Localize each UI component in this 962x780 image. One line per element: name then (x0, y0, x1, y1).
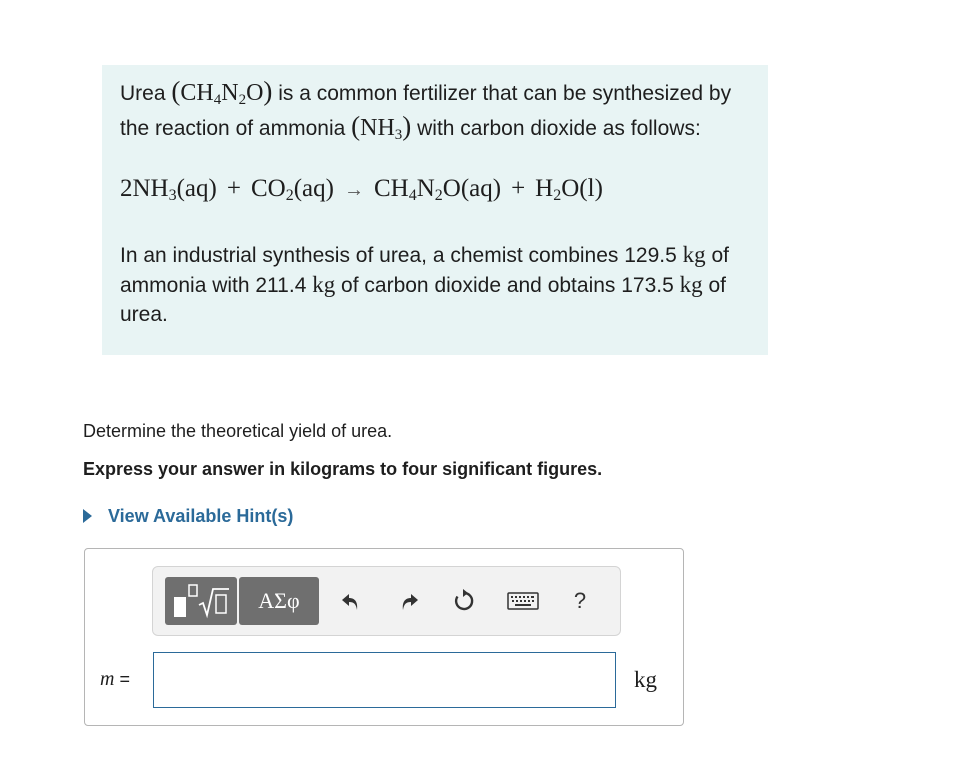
answer-input[interactable] (153, 652, 616, 708)
problem-details: In an industrial synthesis of urea, a chemist combines 129.5 kg of ammonia with 211.4 kg of carbon dioxide and obtains 173.5 kg of urea. (120, 242, 729, 326)
intro-mid: is a common fertilizer that can be synthesized by the reaction of ammonia (120, 82, 732, 140)
math-toolbar (152, 566, 621, 636)
template-button[interactable] (165, 577, 237, 625)
keyboard-icon (507, 591, 539, 611)
greek-symbols-button[interactable]: ΑΣφ (239, 577, 319, 625)
reaction-equation: $2NH_3(aq) + CO_2(aq) \to CH_4N_2O(aq) + H_2O(l)$ (120, 175, 603, 204)
ammonia-formula: $(NH_3)$ (351, 111, 412, 143)
help-button[interactable] (566, 587, 594, 615)
undo-button[interactable] (337, 587, 365, 615)
problem-statement-box (102, 65, 768, 355)
reset-icon (452, 589, 476, 613)
answer-instruction: Express your answer in kilograms to four significant figures. (83, 459, 603, 479)
answer-unit: kg (634, 667, 657, 692)
intro-suffix: with carbon dioxide as follows: (411, 117, 701, 140)
redo-icon (398, 590, 420, 612)
problem-intro (120, 75, 750, 145)
undo-icon (340, 590, 362, 612)
template-icon (165, 577, 237, 625)
question-prompt: Determine the theoretical yield of urea. (83, 421, 393, 441)
answer-variable-label: m = (100, 668, 130, 690)
intro-prefix: Urea (120, 82, 166, 105)
keyboard-button[interactable] (506, 587, 540, 615)
urea-formula: $(CH_4N_2O)$ (171, 76, 273, 108)
answer-panel (84, 548, 684, 726)
hint-label: View Available Hint(s) (108, 506, 294, 526)
reaction-arrow: → (343, 179, 364, 201)
expand-triangle-icon (83, 509, 92, 523)
view-hints-link[interactable] (83, 504, 293, 528)
help-icon: ? (573, 588, 587, 613)
redo-button[interactable] (395, 587, 423, 615)
reset-button[interactable] (450, 587, 478, 615)
